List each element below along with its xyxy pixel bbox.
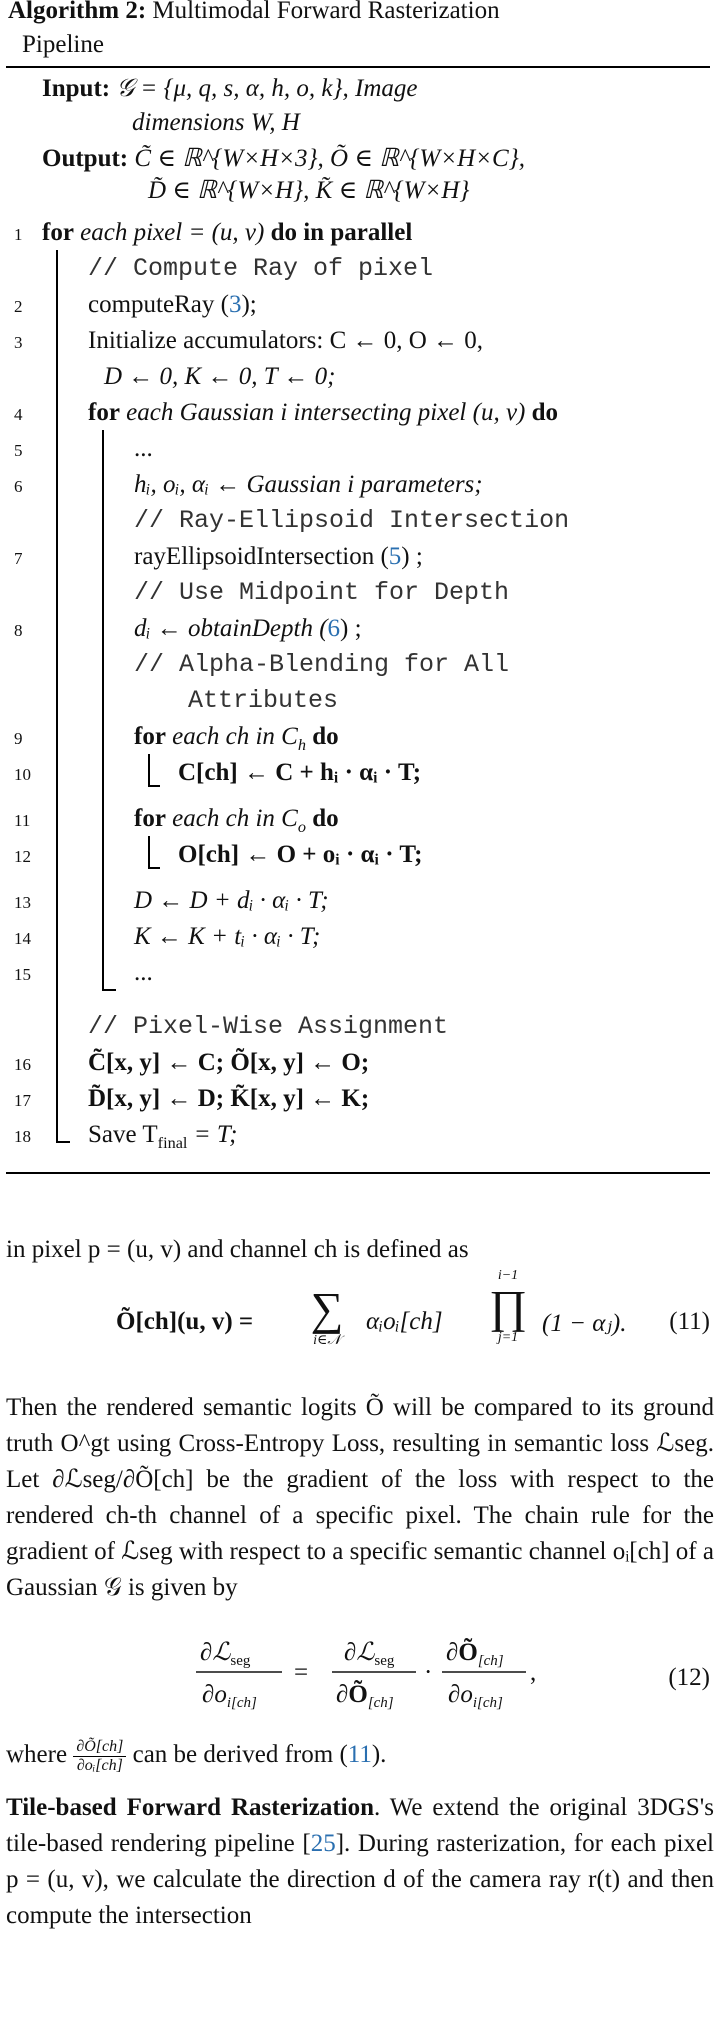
- line-number: 14: [14, 929, 31, 948]
- section-heading: Tile-based Forward Rasterization: [6, 1794, 375, 1821]
- line-number: 11: [14, 811, 31, 830]
- svg-text:∂ℒseg: ∂ℒ$_{seg}$: [344, 1639, 395, 1669]
- algo-line-12: O[ch] ← O + oᵢ · αᵢ · T;: [178, 841, 423, 868]
- algo-line-8: dᵢ ← obtainDepth (6) ;: [134, 615, 362, 642]
- algo-line-16: C̃[x, y] ← C; Õ[x, y] ← O;: [88, 1049, 370, 1076]
- line-number: 1: [14, 225, 23, 244]
- inline-fraction: $\frac{\partial Õ[ch]}{\text{∂oᵢ[ch]}}$: [73, 1738, 126, 1775]
- block-bar-for-ch-end: [148, 785, 160, 787]
- line-number: 9: [14, 729, 23, 748]
- algo-line-4: for each Gaussian i intersecting pixel (u, v) do: [88, 399, 559, 426]
- line-number: 17: [14, 1091, 31, 1110]
- paragraph: Then the rendered semantic logits Õ will be compared to its ground truth O^gt using Cross-Entropy Loss, resulting in semantic loss ℒseg. Let ∂ℒseg/∂Õ[ch] be the gradient of the loss with respect to the rendered ch-th channel of a specific pixel. The chain rule for the gradient of ℒseg with respect to a specific semantic channel oᵢ[ch] of a Gaussian 𝒢 is given by: [6, 1394, 714, 1601]
- block-bar-for-co-end: [148, 867, 160, 869]
- algorithm-output-cont: D̃ ∈ ℝ^{W×H}, K̃ ∈ ℝ^{W×H}: [148, 177, 470, 204]
- line-number: 8: [14, 621, 23, 640]
- line-number: 7: [14, 549, 23, 568]
- paragraph: in pixel p = (u, v) and channel ch is defined as: [6, 1236, 469, 1263]
- algo-line-2: computeRay (3);: [88, 291, 257, 318]
- line-number: 5: [14, 441, 23, 460]
- line-number: 2: [14, 297, 23, 316]
- svg-text:=: =: [294, 1659, 309, 1686]
- block-bar-inner: [102, 430, 104, 990]
- algo-line-13: D ← D + dᵢ · αᵢ · T;: [134, 887, 329, 914]
- line-number: 18: [14, 1127, 31, 1146]
- algo-line-11: for each ch in $C_o$ do: [134, 805, 339, 836]
- block-bar-for-co: [148, 836, 150, 868]
- line-number: 3: [14, 333, 23, 352]
- algo-line-15: ...: [134, 959, 153, 986]
- svg-text:·: ·: [424, 1659, 433, 1686]
- block-bar-outer-end: [56, 1141, 70, 1143]
- paragraph: where $\frac{\partial Õ[ch]}{\text{∂oᵢ[ch]}}$ can be derived from (11).: [6, 1738, 387, 1774]
- algo-line-5: ...: [134, 435, 153, 462]
- bottom-rule: [6, 1172, 710, 1174]
- equation-12-render: [6, 1628, 710, 1718]
- equation-number: (12): [668, 1664, 710, 1691]
- block-bar-inner-end: [102, 989, 116, 991]
- svg-text:∂Õ[ch]: $\partial Õ_{[ch]}$: [336, 1681, 394, 1711]
- algo-line-1: for each pixel = (u, v) do in parallel: [42, 219, 413, 246]
- svg-text:∂Õ[ch]: $\partial Õ_{[ch]}$: [446, 1639, 504, 1669]
- algorithm-input-cont: dimensions W, H: [132, 109, 300, 136]
- algorithm-title-cont: Pipeline: [22, 31, 104, 58]
- line-number: 4: [14, 405, 23, 424]
- algo-line-17: D̃[x, y] ← D; K̃[x, y] ← K;: [88, 1085, 370, 1112]
- svg-text:∂ℒseg: ∂ℒ$_{seg}$: [200, 1639, 251, 1669]
- block-bar-outer: [56, 250, 58, 1142]
- top-rule: [6, 66, 710, 68]
- algorithm-input: Input: 𝒢 = {μ, q, s, α, h, o, k}, Image: [42, 75, 418, 102]
- line-number: 16: [14, 1055, 31, 1074]
- algo-line-6: hᵢ, oᵢ, αᵢ ← Gaussian i parameters;: [134, 471, 483, 498]
- citation-link[interactable]: 25: [310, 1830, 336, 1857]
- equation-number: (11): [669, 1308, 710, 1335]
- algo-comment: // Pixel-Wise Assignment: [88, 1012, 449, 1041]
- equation-ref-link[interactable]: 5: [388, 543, 402, 570]
- equation-11: Õ[ch](u, v) = ∑ i∈𝒩 αᵢoᵢ[ch] i−1 ∏ j=1 (1 − αⱼ). (11): [116, 1268, 710, 1348]
- product-operator: i−1 ∏ j=1: [489, 1268, 527, 1345]
- equation-ref-link[interactable]: 11: [347, 1741, 372, 1769]
- algo-comment-cont: Attributes: [188, 686, 339, 715]
- svg-text:∂oi[ch]: $\partial o_{i[ch]}$: [448, 1681, 503, 1711]
- algo-comment: // Use Midpoint for Depth: [134, 578, 510, 607]
- line-number: 15: [14, 965, 31, 984]
- algo-line-18: Save $T_{final} = T$;: [88, 1121, 238, 1152]
- algo-comment: // Ray-Ellipsoid Intersection: [134, 506, 570, 535]
- line-number: 6: [14, 477, 23, 496]
- line-number: 13: [14, 893, 31, 912]
- equation-ref-link[interactable]: 6: [327, 615, 341, 642]
- algo-line-3: Initialize accumulators: C ← 0, O ← 0,: [88, 327, 484, 354]
- algo-line-9: for each ch in $C_h$ do: [134, 723, 339, 754]
- paragraph: Tile-based Forward Rasterization. We extend the original 3DGS's tile-based rendering pipeline [25]. During rasterization, for each pixel p = (u, v), we calculate the direction d of the camera ray r(t) and then compute the intersection: [6, 1794, 714, 1929]
- line-number: 12: [14, 847, 31, 866]
- algo-line-7: rayEllipsoidIntersection (5) ;: [134, 543, 423, 570]
- algo-line-3-cont: D ← 0, K ← 0, T ← 0;: [104, 363, 336, 390]
- line-number: 10: [14, 765, 31, 784]
- sum-operator: ∑ i∈𝒩: [310, 1283, 344, 1348]
- algo-line-14: K ← K + tᵢ · αᵢ · T;: [134, 923, 321, 950]
- equation-ref-link[interactable]: 3: [228, 291, 242, 318]
- svg-text:,: ,: [530, 1659, 537, 1686]
- algorithm-output: Output: C̃ ∈ ℝ^{W×H×3}, Õ ∈ ℝ^{W×H×C},: [42, 145, 525, 172]
- algo-line-10: C[ch] ← C + hᵢ · αᵢ · T;: [178, 759, 422, 786]
- equation-12: [6, 1628, 710, 1718]
- algo-comment: // Compute Ray of pixel: [88, 254, 434, 283]
- block-bar-for-ch: [148, 754, 150, 786]
- algo-comment: // Alpha-Blending for All: [134, 650, 510, 679]
- algorithm-title: Algorithm 2: Multimodal Forward Rasterization: [8, 0, 500, 24]
- svg-text:∂oi[ch]: $\partial o_{i[ch]}$: [202, 1681, 257, 1711]
